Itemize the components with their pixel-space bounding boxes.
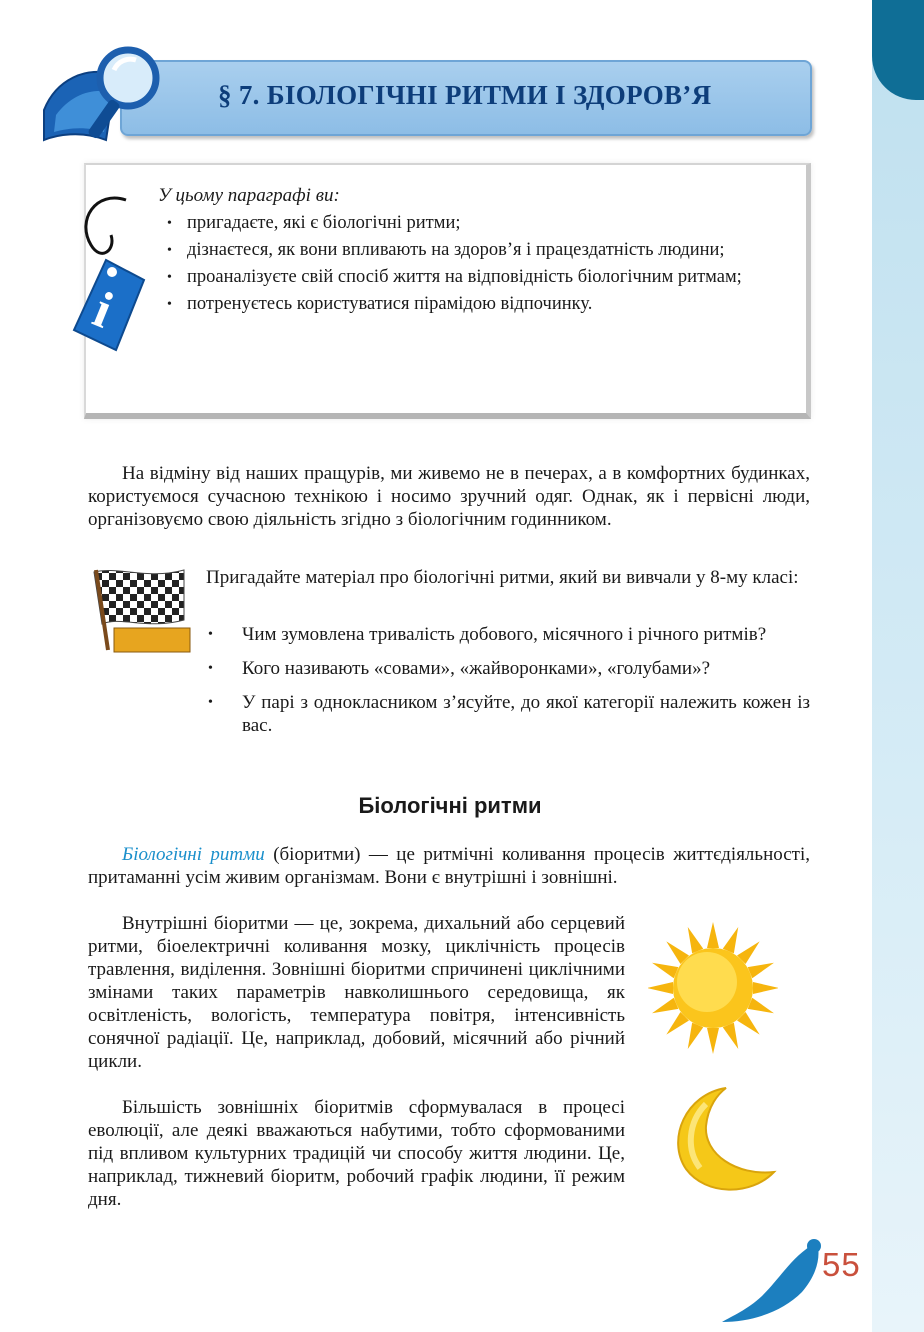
- list-item: • Чим зумовлена тривалість добового, місячного і річного ритмів?: [206, 623, 810, 646]
- definition-text: (біоритми) — це ритмічні коливання процесів життєдіяльності, притаманні усім живим організмам. Вони є внутрішні і зовнішні.: [88, 844, 810, 888]
- list-item: • У парі з однокласником з’ясуйте, до якої категорії належить кожен із вас.: [206, 691, 810, 737]
- svg-text:i: i: [85, 281, 121, 340]
- section-heading: Біологічні ритми: [358, 793, 542, 818]
- definition-paragraph: [88, 843, 810, 889]
- sun-icon: [648, 920, 778, 1056]
- list-item: • дізнаєтеся, як вони впливають на здоров’я і працездатність людини;: [165, 239, 777, 262]
- list-item: • потренуєтесь користуватися пірамідою відпочинку.: [165, 293, 777, 316]
- decorative-figure-icon: [722, 1236, 832, 1326]
- magnifier-book-icon: [36, 40, 176, 150]
- task-intro: Пригадайте матеріал про біологічні ритми, який ви вивчали у 8-му класі:: [206, 567, 799, 588]
- info-heading: У цьому параграфі ви:: [158, 185, 340, 206]
- task-list: [206, 623, 810, 748]
- moon-icon: [666, 1084, 778, 1196]
- list-item: • Кого називають «совами», «жайворонками», «голубами»?: [206, 657, 810, 680]
- paragraph-evolution: Більшість зовнішніх біоритмів сформувалася в процесі еволюції, але деякі вважаються набутими, тобто сформованими під впливом культурних традицій чи способу життя людини. Це, наприклад, тижневий біоритм, робочий графік людини, її режим дня.: [88, 1097, 625, 1210]
- page-title: § 7. БІОЛОГІЧНІ РИТМИ І ЗДОРОВ’Я: [218, 80, 712, 110]
- list-item: • пригадаєте, які є біологічні ритми;: [165, 212, 777, 235]
- checkered-flag-icon: [88, 566, 192, 656]
- term-highlight: Біологічні ритми: [122, 844, 265, 865]
- right-margin-strip: [872, 0, 924, 1332]
- info-list: [165, 212, 777, 320]
- page-number: 55: [822, 1246, 861, 1283]
- list-item: • проаналізуєте свій спосіб життя на відповідність біологічним ритмам;: [165, 266, 777, 289]
- intro-paragraph: На відміну від наших пращурів, ми живемо не в печерах, а в комфортних будинках, користуємося сучасною технікою і носимо зручний одяг. Однак, як і первісні люди, організовуємо свою діяльність згідно з біологічним годинником.: [88, 463, 810, 530]
- paragraph-internal-external: Внутрішні біоритми — це, зокрема, дихальний або серцевий ритми, біоелектричні коливання мозку, циклічність процесів травлення, виділення. Зовнішні біоритми спричинені циклічними змінами таких параметрів навколишнього середовища, як освітленість, вологість, температура повітря, інтенсивність сонячної радіації. Це, наприклад, добовий, місячний або річний цикли.: [88, 913, 625, 1072]
- info-tag-icon: [66, 190, 146, 360]
